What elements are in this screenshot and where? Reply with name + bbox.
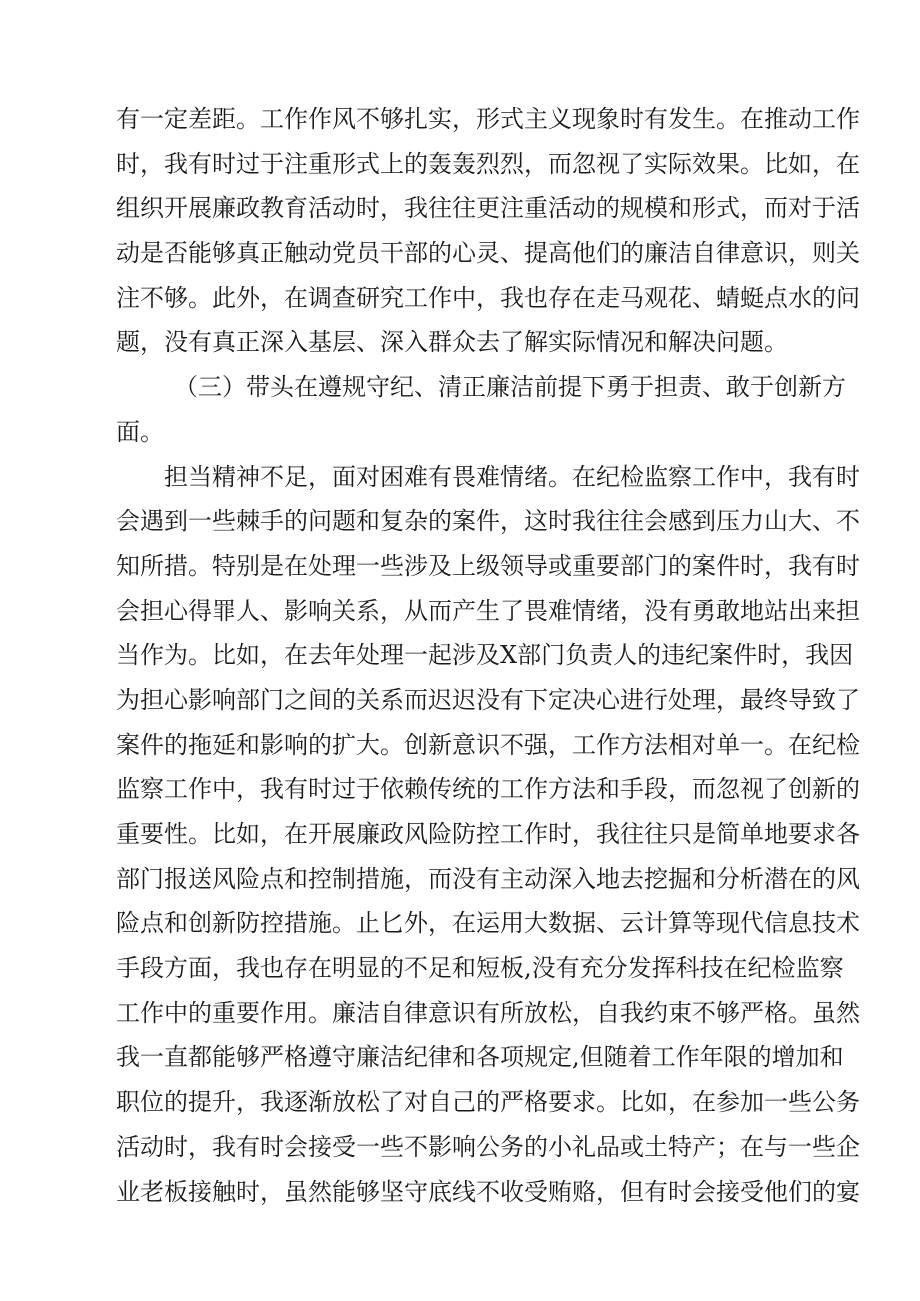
text-line: 动是否能够真正触动党员干部的心灵、提高他们的廉洁自律意识，则关	[116, 239, 860, 268]
heading-line: 面。	[116, 417, 164, 446]
paragraph-2	[116, 455, 860, 1215]
text-line: 会担心得罪人、影响关系，从而产生了畏难情绪，没有勇敢地站出来担	[116, 596, 860, 625]
text-line: 当作为。比如，在去年处理一起涉及X部门负责人的违纪案件时，我因	[116, 641, 854, 670]
text-line: 监察工作中，我有时过于依赖传统的工作方法和手段，而忽视了创新的	[116, 775, 860, 804]
text-line: 时，我有时过于注重形式上的轰轰烈烈，而忽视了实际效果。比如，在	[116, 149, 860, 178]
text-line: 部门报送风险点和控制措施，而没有主动深入地去挖掘和分析潜在的风	[116, 864, 860, 893]
text-line: 我一直都能够严格遵守廉洁纪律和各项规定,但随着工作年限的增加和	[116, 1043, 844, 1072]
text-line: 组织开展廉政教育活动时，我往往更注重活动的规模和形式，而对于活	[116, 194, 860, 223]
paragraph-1	[116, 97, 860, 365]
text-line: 题，没有真正深入基层、深入群众去了解实际情况和解决问题。	[116, 328, 788, 357]
text-line: 险点和创新防控措施。止匕外，在运用大数据、云计算等现代信息技术	[116, 909, 860, 938]
text-line: 有一定差距。工作作风不够扎实，形式主义现象时有发生。在推动工作	[116, 105, 860, 133]
text-line: 知所措。特别是在处理一些涉及上级领导或重要部门的案件时，我有时	[116, 551, 860, 580]
text-line: 案件的拖延和影响的扩大。创新意识不强，工作方法相对单一。在纪检	[116, 730, 860, 759]
text-line: 工作中的重要作用。廉洁自律意识有所放松，自我约束不够严格。虽然	[116, 998, 860, 1027]
text-line: 业老板接触时，虽然能够坚守底线不收受贿赂，但有时会接受他们的宴	[116, 1177, 860, 1206]
document-body	[116, 97, 860, 1214]
text-line: 注不够。此外，在调查研究工作中，我也存在走马观花、蜻蜓点水的问	[116, 283, 860, 312]
text-line: 手段方面，我也存在明显的不足和短板,没有充分发挥科技在纪检监察	[116, 954, 844, 983]
text-line: 重要性。比如，在开展廉政风险防控工作时，我往往只是简单地要求各	[116, 820, 860, 848]
text-line: 为担心影响部门之间的关系而迟迟没有下定决心进行处理，最终导致了	[116, 685, 860, 714]
text-line: 会遇到一些棘手的问题和复杂的案件，这时我往往会感到压力山大、不	[116, 507, 860, 536]
section-heading	[116, 365, 846, 454]
text-line: 活动时，我有时会接受一些不影响公务的小礼品或土特产；在与一些企	[116, 1132, 860, 1161]
text-line: 职位的提升，我逐渐放松了对自己的严格要求。比如，在参加一些公务	[116, 1088, 860, 1117]
text-line: 担当精神不足，面对困难有畏难情绪。在纪检监察工作中，我有时	[164, 462, 860, 491]
heading-line: （三）带头在遵规守纪、清正廉洁前提下勇于担责、敢于创新方	[174, 373, 846, 402]
